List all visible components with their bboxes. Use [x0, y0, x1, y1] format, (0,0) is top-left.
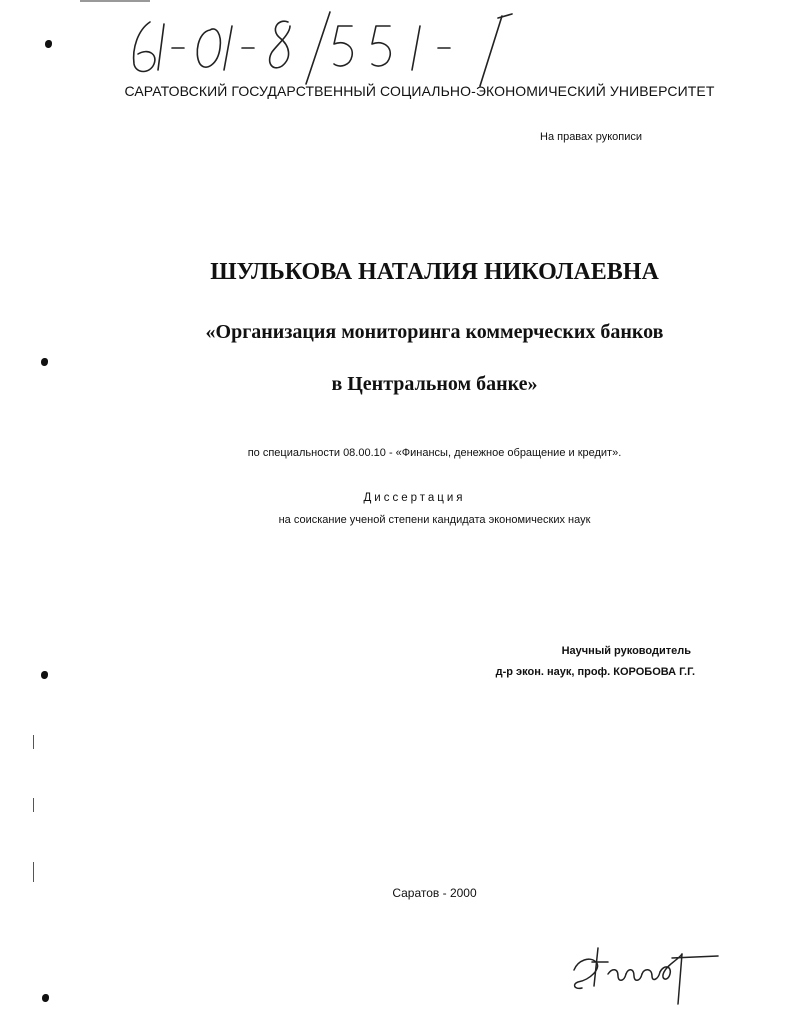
binding-hole-mark — [41, 671, 48, 679]
dissertation-title-line-1: «Организация мониторинга коммерческих банков — [205, 321, 664, 343]
margin-mark — [33, 735, 34, 749]
manuscript-rights-note: На правах рукописи — [540, 131, 642, 143]
handwritten-code-drawing — [120, 8, 550, 88]
margin-mark — [33, 798, 34, 812]
degree-line: на соискание ученой степени кандидата экономических наук — [278, 514, 591, 526]
binding-hole-mark — [45, 40, 52, 48]
author-name: ШУЛЬКОВА НАТАЛИЯ НИКОЛАЕВНА — [210, 259, 659, 285]
binding-hole-mark — [42, 994, 49, 1002]
signature-drawing — [568, 940, 723, 1010]
margin-mark — [33, 862, 34, 882]
binding-hole-mark — [41, 358, 48, 366]
supervisor-name: д-р экон. наук, проф. КОРОБОВА Г.Г. — [495, 666, 695, 678]
document-type: Диссертация — [363, 492, 466, 504]
dissertation-title-line-2: в Центральном банке» — [331, 373, 538, 395]
handwritten-archive-code — [120, 8, 550, 88]
scan-edge-line — [80, 0, 150, 2]
city-year: Саратов - 2000 — [392, 886, 477, 900]
supervisor-label: Научный руководитель — [561, 645, 691, 657]
university-name: САРАТОВСКИЙ ГОСУДАРСТВЕННЫЙ СОЦИАЛЬНО-ЭКОНОМИЧЕСКИЙ УНИВЕРСИТЕТ — [124, 83, 715, 99]
handwritten-signature — [568, 940, 723, 1010]
specialty-line: по специальности 08.00.10 - «Финансы, денежное обращение и кредит». — [247, 447, 622, 459]
